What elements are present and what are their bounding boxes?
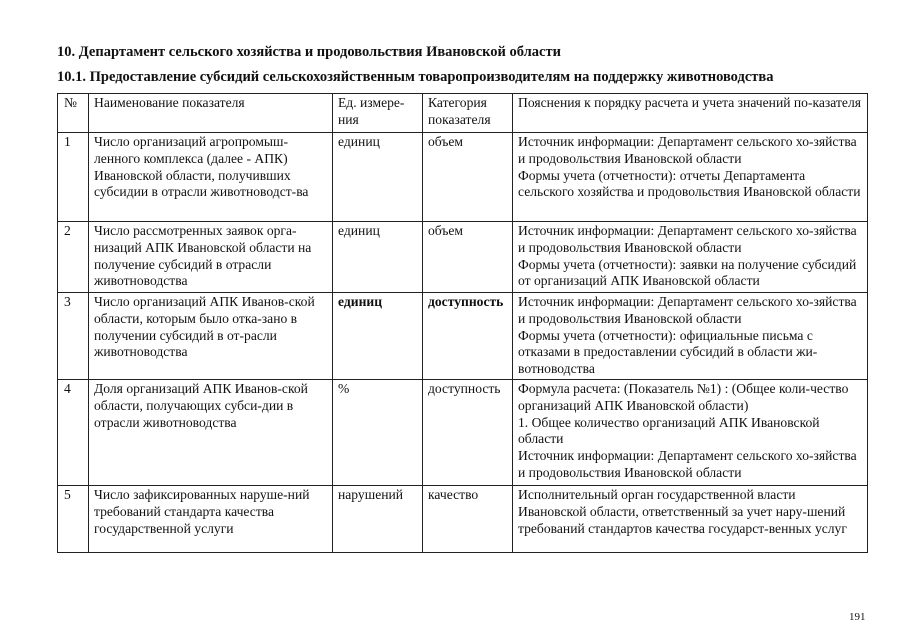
row-unit: единиц [333,222,423,293]
subsection-heading: 10.1. Предоставление субсидий сельскохозяйственным товаропроизводителям на поддержку животноводства [57,69,774,85]
row-explanation: Источник информации: Департамент сельского хо-зяйства и продовольствия Ивановской области Формы учета (отчетности): официальные письма с отказами в предоставлении субсидий в области жи-вотноводства [513,293,868,380]
table-row [58,293,868,380]
row-num: 2 [58,222,89,293]
row-explanation: Источник информации: Департамент сельского хо-зяйства и продовольствия Ивановской области Формы учета (отчетности): заявки на получение субсидий от организаций АПК Ивановской области [513,222,868,293]
row-explanation: Исполнительный орган государственной власти Ивановской области, ответственный за учет нару-шений требований стандартов качества государст-венных услуг [513,486,868,553]
row-name: Число зафиксированных наруше-ний требований стандарта качества государственной услуги [89,486,333,553]
row-unit: единиц [333,293,423,380]
row-explanation: Источник информации: Департамент сельского хо-зяйства и продовольствия Ивановской области Формы учета (отчетности): отчеты Департамента сельского хозяйства и продовольствия Ивановской области [513,133,868,222]
table-row [58,133,868,222]
row-name: Доля организаций АПК Иванов-ской области, получающих субси-дии в отрасли животноводства [89,380,333,486]
row-name: Число организаций АПК Иванов-ской области, которым было отка-зано в получении субсидий в от-расли животноводства [89,293,333,380]
row-num: 3 [58,293,89,380]
header-num: № [58,94,89,133]
row-name: Число организаций агропромыш-ленного комплекса (далее - АПК) Ивановской области, получивших субсидии в отрасли животноводст-ва [89,133,333,222]
indicators-table [57,93,868,553]
header-unit: Ед. измере-ния [333,94,423,133]
table-header-row [58,94,868,133]
row-category: качество [423,486,513,553]
page-number: 191 [849,611,866,623]
row-num: 5 [58,486,89,553]
row-category: доступность [423,293,513,380]
row-unit: нарушений [333,486,423,553]
table-row [58,486,868,553]
row-unit: единиц [333,133,423,222]
row-category: объем [423,133,513,222]
row-category: объем [423,222,513,293]
row-category: доступность [423,380,513,486]
row-name: Число рассмотренных заявок орга-низаций АПК Ивановской области на получение субсидий в отрасли животноводства [89,222,333,293]
row-unit: % [333,380,423,486]
row-num: 1 [58,133,89,222]
header-explanation: Пояснения к порядку расчета и учета значений по-казателя [513,94,868,133]
header-category: Категория показателя [423,94,513,133]
row-explanation: Формула расчета: (Показатель №1) : (Общее коли-чество организаций АПК Ивановской области) 1. Общее количество организаций АПК Ивановской области Источник информации: Департамент сельского хо-зяйства и продовольствия Ивановской области [513,380,868,486]
section-heading: 10. Департамент сельского хозяйства и продовольствия Ивановской области [57,44,561,60]
row-num: 4 [58,380,89,486]
table-row [58,222,868,293]
table-row [58,380,868,486]
header-name: Наименование показателя [89,94,333,133]
